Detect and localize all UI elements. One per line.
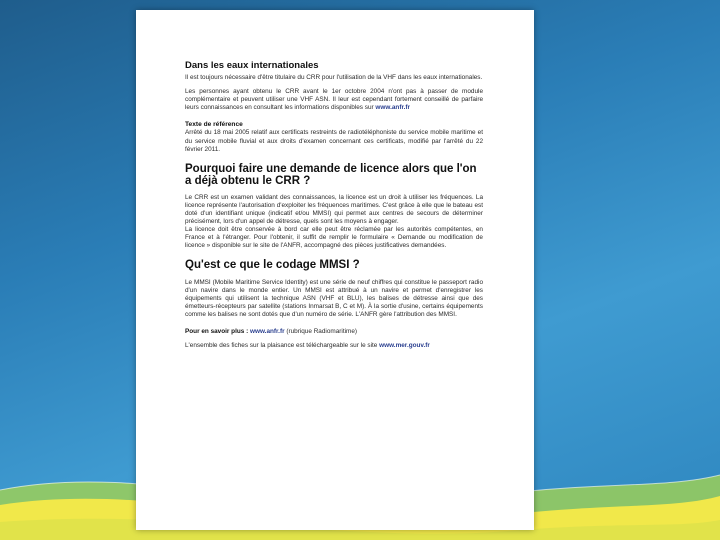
- section-international-paragraph-2: [185, 88, 483, 112]
- section-mmsi-paragraph-1: Le MMSI (Mobile Maritime Service Identity) est une série de neuf chiffres qui constitue le passeport radio d'un navire dans le monde entier. Un MMSI est attribué à un navire et permet d'enregistrer les équipements qui utilisent la technique ASN (VHF et BLU), les balises de détresse ainsi que des émetteurs-récepteurs par satellite (stations Inmarsat B, C et M). À la sortie d'usine, certains équipements comme les balises ne sont dotés que d'un numéro de série. L'ANFR gère l'attribution des MMSI.: [185, 278, 483, 319]
- more-info-suffix: (rubrique Radiomaritime): [286, 328, 358, 336]
- download-text: L'ensemble des fiches sur la plaisance est téléchargeable sur le site: [185, 342, 378, 350]
- anfr-link[interactable]: www.anfr.fr: [375, 104, 410, 112]
- document-page: [136, 10, 534, 530]
- section-international-title: Dans les eaux internationales: [185, 60, 319, 71]
- mer-gouv-link[interactable]: www.mer.gouv.fr: [379, 342, 430, 350]
- reference-text: Arrêté du 18 mai 2005 relatif aux certificats restreints de radiotéléphoniste du service mobile maritime et du service mobile fluvial et aux droits d'examen concernant ces certificats, modifié par l'arrêté du 22 février 2011.: [185, 129, 483, 153]
- more-info-line: [185, 328, 483, 336]
- document-content: [185, 60, 483, 351]
- section-international-paragraph-1: Il est toujours nécessaire d'être titulaire du CRR pour l'utilisation de la VHF dans les eaux internationales.: [185, 74, 483, 81]
- section-licence-title: Pourquoi faire une demande de licence alors que l'on a déjà obtenu le CRR ?: [185, 162, 477, 188]
- section-international-paragraph-2-text: Les personnes ayant obtenu le CRR avant le 1er octobre 2004 n'ont pas à passer de module complémentaire et peuvent utiliser une VHF ASN. Il leur est cependant fortement conseillé de parfaire leurs connaissances en consultant les informations disponibles sur: [185, 88, 483, 112]
- anfr-footer-link[interactable]: www.anfr.fr: [250, 328, 285, 336]
- download-line: [185, 342, 483, 350]
- section-mmsi-title: Qu'est ce que le codage MMSI ?: [185, 259, 360, 272]
- section-licence-paragraph-2: La licence doit être conservée à bord car elle peut être réclamée par les autorités compétentes, en France et à l'étranger. Pour l'obtenir, il suffit de remplir le formulaire « Demande ou modification de licence » disponible sur le site de l'ANFR, accompagné des pièces justificatives demandées.: [185, 226, 483, 250]
- more-info-label: Pour en savoir plus :: [185, 328, 249, 336]
- section-licence-paragraph-1: Le CRR est un examen validant des connaissances, la licence est un droit à utiliser les fréquences. La licence représente l'autorisation d'exploiter les fréquences maritimes. C'est grâce à elle que le bateau est doté d'un identifiant unique (indicatif et/ou MMSI) qui permet aux centres de secours de déterminer précisément, lors d'un appel de détresse, quels sont les moyens à engager.: [185, 193, 483, 226]
- reference-title: Texte de référence: [185, 121, 243, 129]
